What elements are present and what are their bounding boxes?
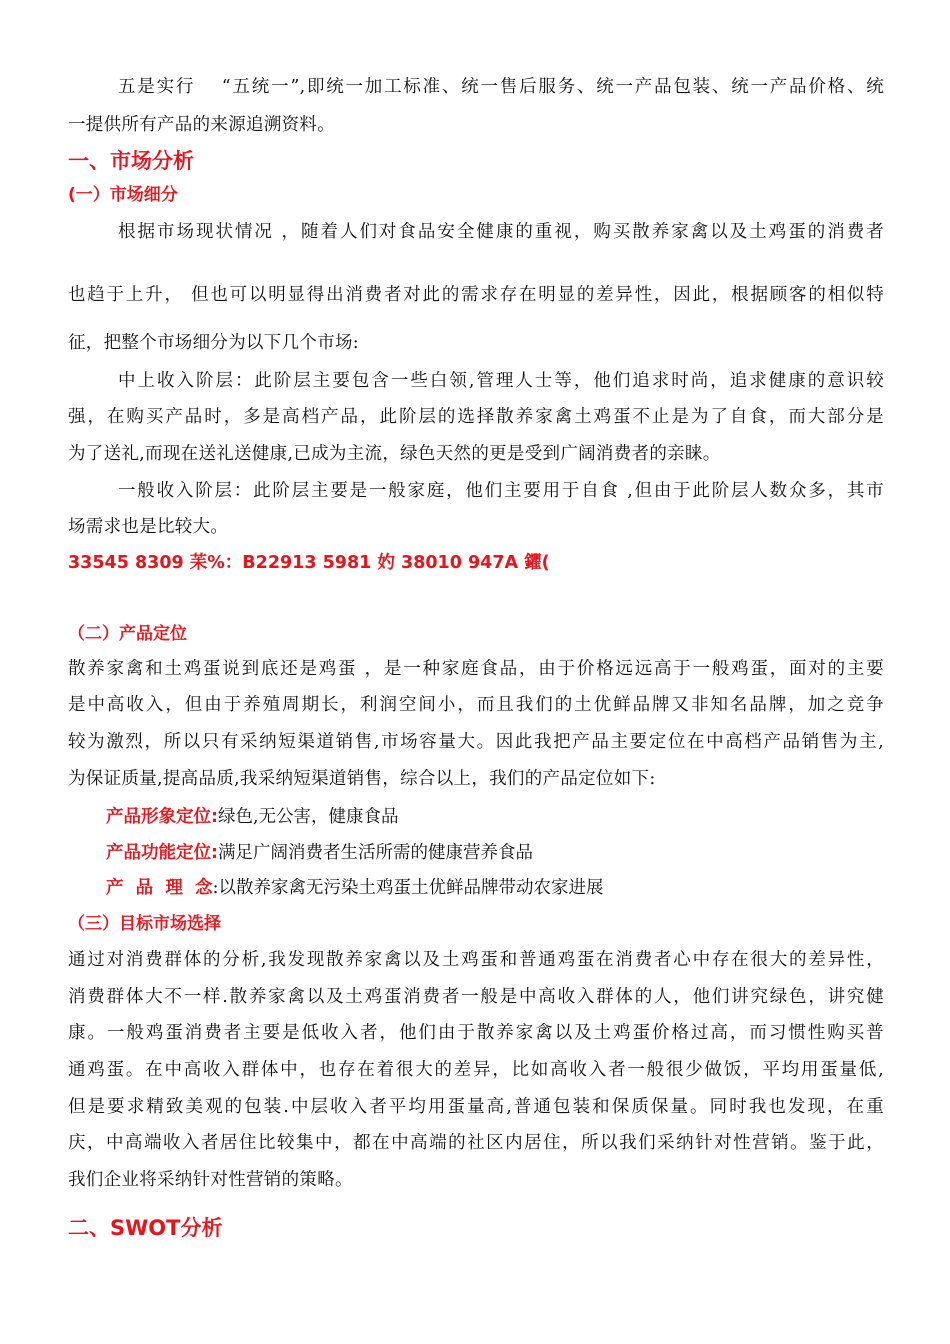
positioning-concept-text: :以散养家禽无污染土鸡蛋土优鲜品牌带动农家进展 bbox=[212, 878, 604, 898]
p3-line-1: 一般收入阶层：此阶层主要是一般家庭，他们主要用于自食 ,但由于此阶层人数众多，其市 bbox=[118, 481, 884, 501]
p5-line-3: 康。一般鸡蛋消费者主要是低收入者，他们由于散养家禽以及土鸡蛋价格过高，而习惯性购买普 bbox=[68, 1023, 884, 1043]
p5-line-7: 我们企业将采纳针对性营销的策略。 bbox=[68, 1170, 353, 1190]
garbled-text: 33545 8309 苿%：B22913 5981 妁 38010 947A 鑺( bbox=[68, 553, 550, 573]
p1-line-2: 也趋于上升， 但也可以明显得出消费者对此的需求存在明显的差异性，因此，根据顾客的相似特 bbox=[68, 285, 884, 305]
p2-line-2: 强，在购买产品时，多是高档产品，此阶层的选择散养家禽土鸡蛋不止是为了自食，而大部分是 bbox=[68, 407, 884, 427]
p5-line-5: 但是要求精致美观的包装.中层收入者平均用蛋量高,普通包装和保质保量。同时我也发现，在重 bbox=[68, 1097, 884, 1117]
p2-line-1: 中上收入阶层：此阶层主要包含一些白领,管理人士等，他们追求时尚，追求健康的意识较 bbox=[118, 371, 884, 391]
positioning-function-label: 产品功能定位: bbox=[106, 843, 218, 863]
positioning-concept-label: 产 品 理 念 bbox=[106, 878, 213, 898]
positioning-function-text: 满足广阔消费者生活所需的健康营养食品 bbox=[218, 843, 533, 863]
p5-line-4: 通鸡蛋。在中高收入群体中，也存在着很大的差异，比如高收入者一般很少做饭，平均用蛋量低, bbox=[68, 1060, 884, 1080]
p2-line-3: 为了送礼,而现在送礼送健康,已成为主流，绿色天然的更是受到广阔消费者的亲睐。 bbox=[68, 444, 721, 464]
intro-line-1: 五是实行 “五统一”,即统一加工标准、统一售后服务、统一产品包装、统一产品价格、统 bbox=[118, 77, 884, 97]
p4-line-1: 散养家禽和土鸡蛋说到底还是鸡蛋 ，是一种家庭食品，由于价格远远高于一般鸡蛋，面对的主要 bbox=[68, 659, 884, 679]
subheading-product-positioning: （二）产品定位 bbox=[68, 624, 187, 644]
p5-line-2: 消费群体大不一样.散养家禽以及土鸡蛋消费者一般是中高收入群体的人，他们讲究绿色，讲究健 bbox=[68, 987, 884, 1007]
positioning-function bbox=[106, 842, 533, 864]
p3-line-2: 场需求也是比较大。 bbox=[68, 517, 229, 537]
positioning-concept bbox=[106, 877, 603, 899]
p4-line-3: 较为激烈，所以只有采纳短渠道销售,市场容量大。因此我把产品主要定位在中高档产品销售为主, bbox=[68, 732, 884, 752]
p5-line-1: 通过对消费群体的分析,我发现散养家禽以及土鸡蛋和普通鸡蛋在消费者心中存在很大的差异性， bbox=[68, 950, 884, 970]
p1-line-3: 征，把整个市场细分为以下几个市场: bbox=[68, 333, 359, 353]
positioning-image bbox=[106, 806, 399, 828]
p5-line-6: 庆，中高端收入者居住比较集中，都在中高端的社区内居住，所以我们采纳针对性营销。鉴于此， bbox=[68, 1133, 884, 1153]
subheading-market-segmentation: (一）市场细分 bbox=[68, 185, 178, 205]
section-heading-swot: 二、SWOT分析 bbox=[68, 1216, 223, 1240]
p4-line-4: 为保证质量,提高品质,我采纳短渠道销售，综合以上，我们的产品定位如下: bbox=[68, 769, 656, 789]
positioning-image-text: 绿色,无公害，健康食品 bbox=[218, 807, 399, 827]
p4-line-2: 是中高收入，但由于养殖周期长，利润空间小，而且我们的土优鲜品牌又非知名品牌，加之竞争 bbox=[68, 695, 884, 715]
section-heading-market-analysis: 一、市场分析 bbox=[68, 149, 194, 173]
positioning-image-label: 产品形象定位: bbox=[106, 807, 218, 827]
intro-line-2: 一提供所有产品的来源追溯资料。 bbox=[68, 115, 335, 135]
p1-line-1: 根据市场现状情况 ，随着人们对食品安全健康的重视，购买散养家禽以及土鸡蛋的消费者 bbox=[118, 222, 884, 242]
subheading-target-market: （三）目标市场选择 bbox=[68, 914, 221, 934]
